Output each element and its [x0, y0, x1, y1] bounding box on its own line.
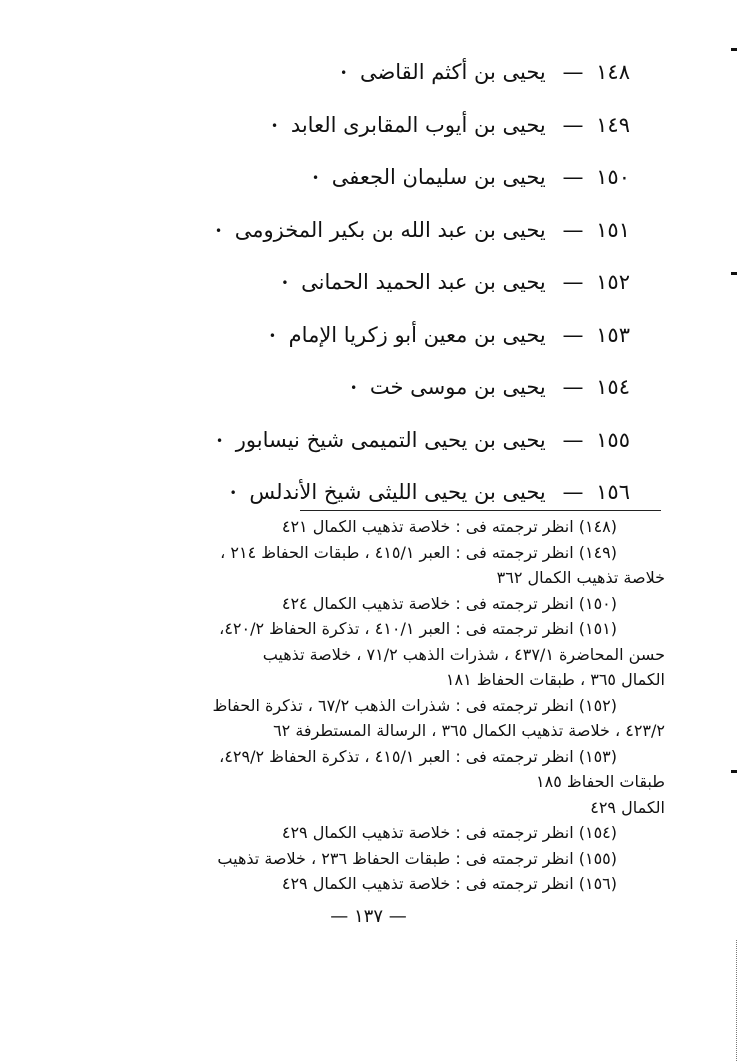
footnote-line: (١٥٢) انظر ترجمته فى : شذرات الذهب ٦٧/٢ ، تذكرة الحفاظ [212, 695, 617, 715]
entry-mark: • [271, 118, 279, 133]
entry-number: ١٥١ [596, 217, 630, 242]
footnote-line: حسن المحاضرة ٤٣٧/١ ، شذرات الذهب ٧١/٢ ، خلاصة تذهيب [262, 644, 665, 664]
entry-number: ١٥٠ [596, 165, 630, 189]
entry-name: يحيى بن سليمان الجعفى [331, 165, 546, 189]
footnote-line: (١٤٨) انظر ترجمته فى : خلاصة تذهيب الكمال ٤٢١ [281, 517, 617, 536]
entry-dash: — [562, 217, 584, 242]
footnote-line: (١٥١) انظر ترجمته فى : العبر ٤١٠/١ ، تذكرة الحفاظ ٤٢٠/٢، [219, 619, 617, 638]
list-item [120, 103, 630, 156]
footnote-line: الكمال ٣٦٥ ، طبقات الحفاظ ١٨١ [445, 670, 665, 689]
entry-number: ١٥٣ [596, 322, 630, 347]
entry-dash: — [562, 270, 584, 294]
footnote-line: ٤٢٣/٢ ، خلاصة تذهيب الكمال ٣٦٥ ، الرسالة المستطرفة ٦٢ [273, 721, 665, 740]
entry-mark: • [281, 276, 289, 290]
entry-name: يحيى بن عبد الله بن بكير المخزومى [234, 217, 546, 242]
list-item [120, 155, 630, 208]
entry-number: ١٥٢ [596, 270, 630, 294]
entry-name: يحيى بن معين أبو زكريا الإمام [288, 322, 546, 347]
entry-mark: • [312, 171, 320, 185]
entry-mark: • [229, 486, 237, 500]
entry-name: يحيى بن أيوب المقابرى العابد [290, 112, 546, 137]
entry-mark: • [340, 66, 348, 80]
footnote-line: (١٥٣) انظر ترجمته فى : العبر ٤١٥/١ ، تذكرة الحفاظ ٤٢٩/٢، [219, 746, 617, 766]
entry-dash: — [562, 480, 584, 504]
scan-edge-mark [731, 272, 737, 275]
footnote-line: (١٤٩) انظر ترجمته فى : العبر ٤١٥/١ ، طبقات الحفاظ ٢١٤ ، [220, 542, 617, 562]
entry-number: ١٥٦ [596, 480, 630, 504]
entry-mark: • [214, 223, 223, 238]
list-item [120, 365, 630, 418]
footnote-divider [300, 510, 661, 511]
footnote-line: (١٥٦) انظر ترجمته فى : خلاصة تذهيب الكمال ٤٢٩ [281, 874, 617, 893]
list-item [120, 313, 630, 366]
footnote-line: خلاصة تذهيب الكمال ٣٦٢ [496, 568, 665, 587]
list-item [120, 260, 630, 313]
footnote-line: (١٥٠) انظر ترجمته فى : خلاصة تذهيب الكمال ٤٢٤ [281, 593, 617, 613]
entry-dash: — [562, 322, 584, 347]
entry-mark: • [350, 381, 358, 395]
scan-edge-mark [731, 48, 737, 51]
scan-edge-mark [731, 770, 737, 773]
entry-number: ١٥٤ [596, 375, 630, 399]
page-number: — ١٣٧ — [330, 906, 407, 927]
entry-list [120, 50, 630, 523]
entry-name: يحيى بن موسى خت [369, 375, 546, 399]
entry-number: ١٤٨ [596, 60, 630, 84]
entry-number: ١٤٩ [596, 112, 630, 137]
footnote-line: (١٥٥) انظر ترجمته فى : طبقات الحفاظ ٢٣٦ ، خلاصة تذهيب [217, 848, 617, 868]
entry-mark: • [268, 328, 276, 343]
entry-dash: — [562, 112, 584, 137]
footnotes [150, 514, 665, 897]
entry-dash: — [562, 375, 584, 399]
scan-edge [726, 940, 737, 1061]
list-item [120, 418, 630, 471]
footnote-line: طبقات الحفاظ ١٨٥ [536, 772, 665, 791]
entry-dash: — [562, 427, 584, 452]
list-item [120, 208, 630, 261]
entry-mark: • [215, 433, 224, 448]
footnote-line: (١٥٤) انظر ترجمته فى : خلاصة تذهيب الكمال ٤٢٩ [281, 823, 617, 842]
entry-name: يحيى بن يحيى الليثى شيخ الأندلس [249, 480, 546, 504]
entry-name: يحيى بن عبد الحميد الحمانى [301, 270, 546, 294]
list-item [120, 50, 630, 103]
entry-name: يحيى بن أكثم القاضى [359, 60, 546, 84]
footnote-line: الكمال ٤٢٩ [590, 797, 665, 817]
entry-dash: — [562, 165, 584, 189]
entry-dash: — [562, 60, 584, 84]
entry-number: ١٥٥ [596, 427, 630, 452]
entry-name: يحيى بن يحيى التميمى شيخ نيسابور [235, 427, 546, 452]
